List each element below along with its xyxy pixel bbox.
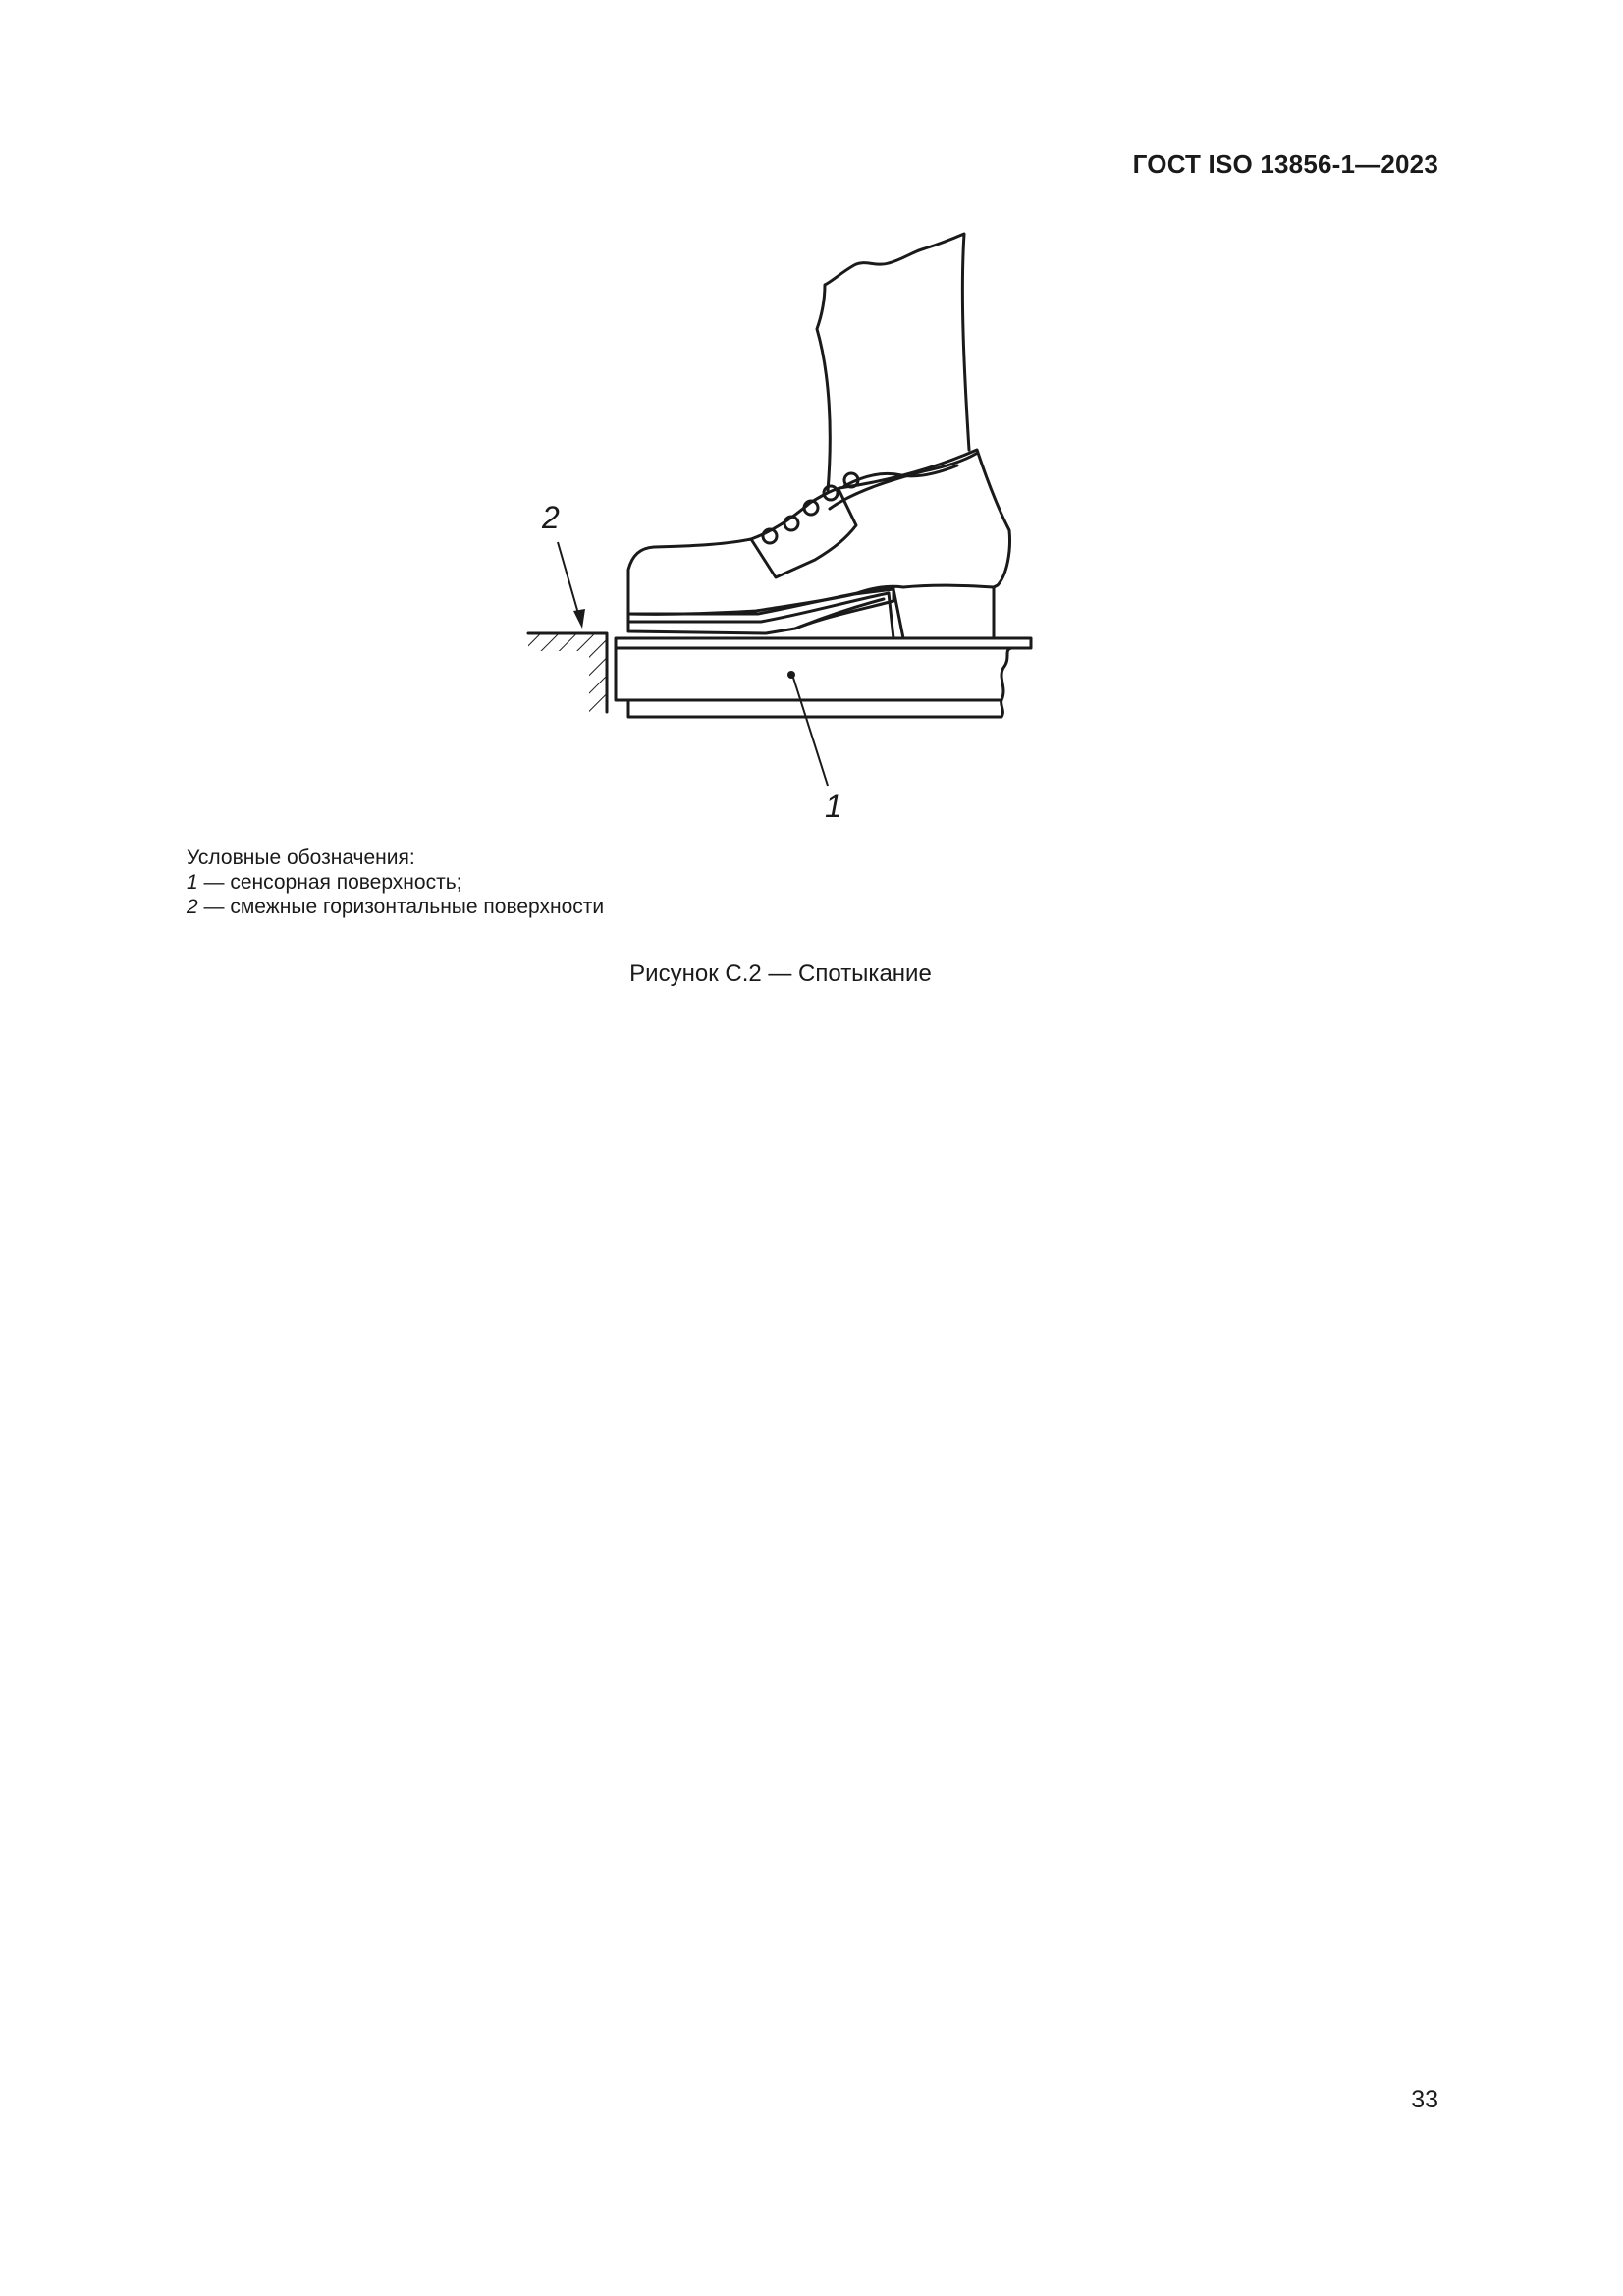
legend-item-text: — сенсорная поверхность; — [197, 871, 462, 894]
legend-item-number: 1 — [187, 871, 198, 894]
leader-dot-1 — [787, 671, 795, 679]
document-code-header: ГОСТ ISO 13856-1—2023 — [1132, 149, 1438, 179]
legend — [187, 846, 604, 919]
callout-label-2: 2 — [542, 500, 560, 535]
leader-arrowhead-2 — [573, 609, 585, 629]
leg-outline — [817, 234, 969, 491]
adjacent-surface-hatching — [528, 633, 607, 712]
leader-line-2 — [558, 542, 579, 617]
legend-item — [187, 895, 604, 919]
sensing-surface-plate — [616, 638, 1031, 648]
callout-label-1: 1 — [825, 789, 842, 824]
tripping-illustration — [511, 221, 1041, 830]
legend-item — [187, 870, 604, 895]
legend-title: Условные обозначения: — [187, 847, 415, 869]
tripping-figure — [511, 221, 1041, 830]
leader-line-1 — [793, 678, 828, 786]
page-number: 33 — [1411, 2086, 1438, 2113]
shoe-heel — [889, 587, 994, 638]
legend-item-number: 2 — [187, 896, 198, 918]
legend-item-text: — смежные горизонтальные поверхности — [197, 896, 605, 918]
figure-caption: Рисунок С.2 — Спотыкание — [629, 960, 932, 987]
